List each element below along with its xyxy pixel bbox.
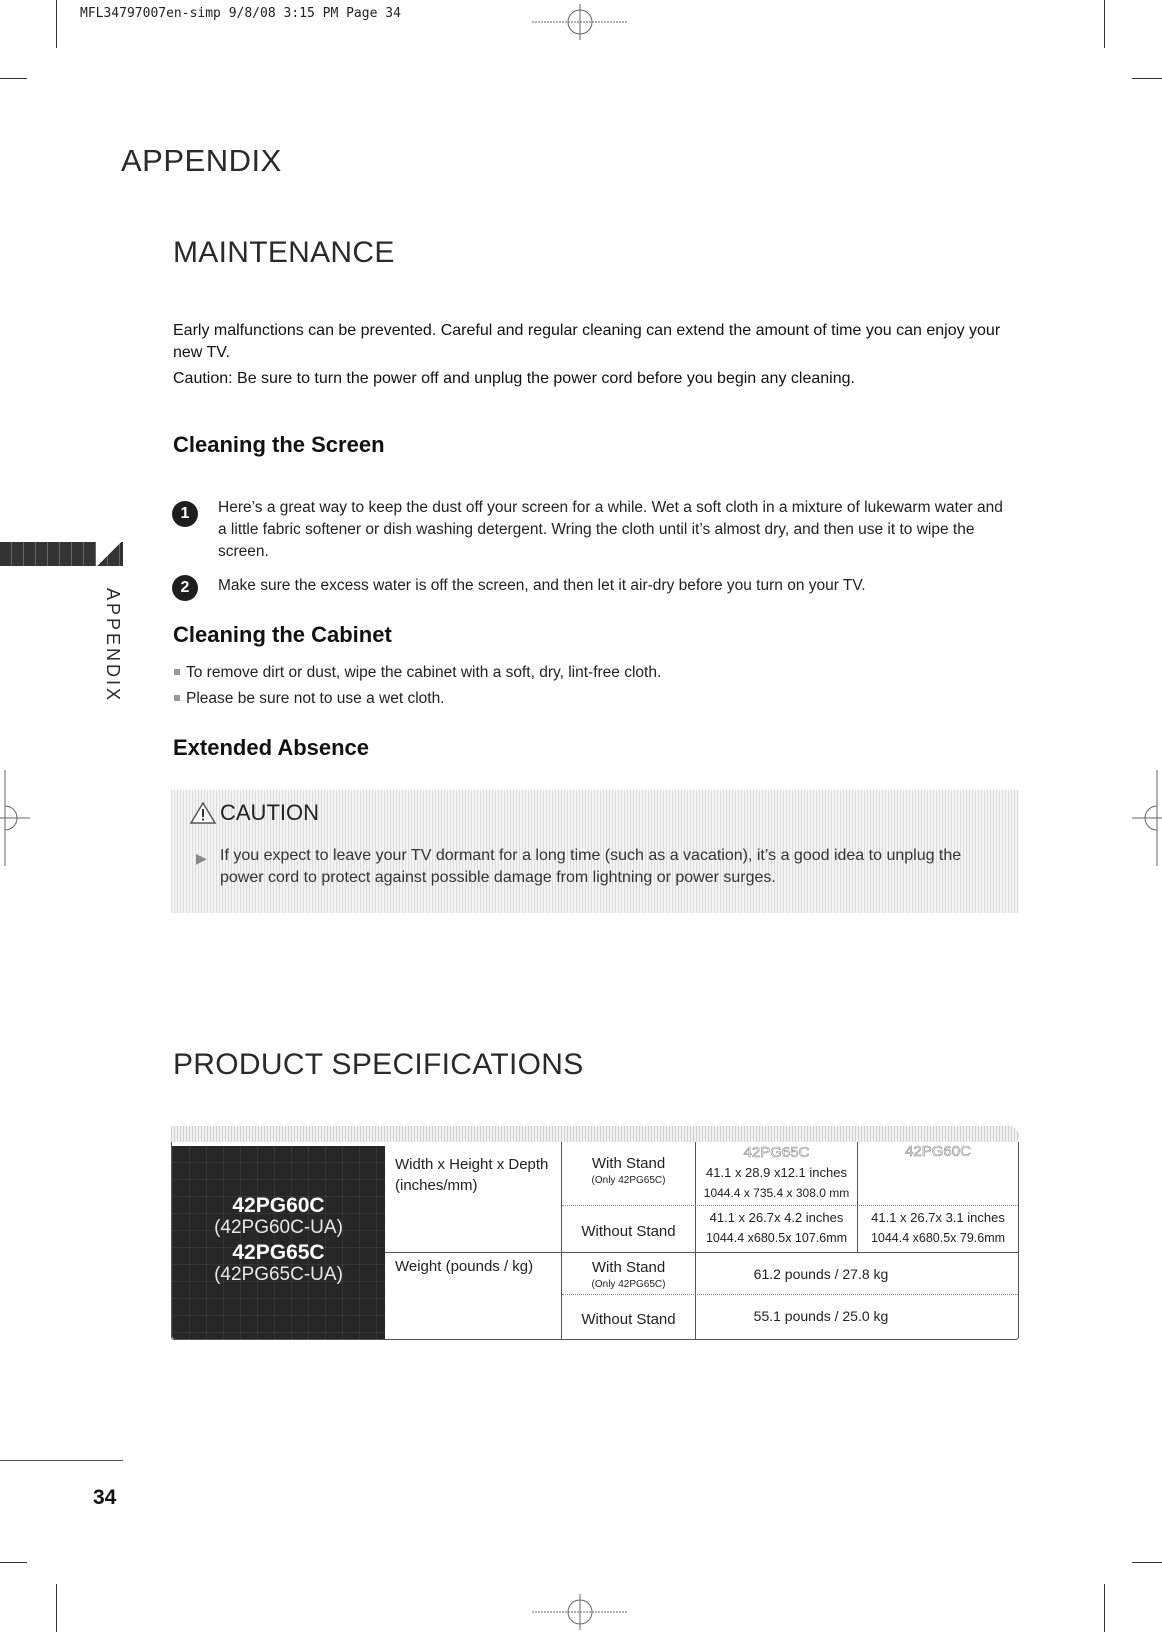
dims-label: Width x Height x Depth (inches/mm) — [395, 1156, 549, 1194]
spec-table-header-band — [171, 1126, 1019, 1142]
step-number-badge: 1 — [172, 501, 198, 527]
with-stand-label: With Stand — [591, 1155, 666, 1172]
model-column-header: 42PG60C — [905, 1143, 971, 1160]
maintenance-intro: Early malfunctions can be prevented. Careful and regular cleaning can extend the amount of time you can enjoy your new TV. — [173, 322, 1001, 361]
cleaning-step — [172, 497, 1012, 563]
caution-message: ▶ If you expect to leave your TV dormant for a long time (such as a vacation), it’s a good idea to unplug the power cord to protect against possible damage from lightning or power surges. — [196, 845, 996, 889]
footer-rule — [0, 1460, 123, 1461]
warning-icon — [190, 802, 216, 824]
with-stand-label: With Stand — [591, 1259, 666, 1276]
without-stand-label: Without Stand — [581, 1223, 676, 1240]
list-item: To remove dirt or dust, wipe the cabinet with a soft, dry, lint-free cloth. — [174, 664, 661, 682]
side-section-label: APPENDIX — [103, 588, 123, 704]
dims-without-stand-mm: 1044.4 x680.5x 79.6mm — [870, 1231, 1006, 1245]
model-code: (42PG65C-UA) — [214, 1264, 343, 1285]
side-tab-corner — [96, 542, 123, 566]
registration-mark-icon — [532, 4, 628, 40]
table-divider — [385, 1252, 1018, 1253]
list-item: Please be sure not to use a wet cloth. — [174, 690, 445, 708]
registration-mark-icon — [0, 770, 30, 866]
step-text: Here’s a great way to keep the dust off your screen for a while. Wet a soft cloth in a mixture of lukewarm water and a little fabric softener or dish washing detergent. Wring the cloth until it’s almost dry, and then use it to wipe the screen. — [218, 499, 1003, 560]
print-slug: MFL34797007en-simp 9/8/08 3:15 PM Page 34 — [80, 6, 401, 21]
bullet-square-icon — [174, 695, 180, 701]
page-number: 34 — [93, 1486, 117, 1509]
crop-mark — [1132, 78, 1162, 79]
without-stand-label: Without Stand — [581, 1311, 676, 1328]
weight-with-stand: 61.2 pounds / 27.8 kg — [753, 1266, 889, 1282]
bullet-square-icon — [174, 669, 180, 675]
weight-label: Weight (pounds / kg) — [395, 1258, 534, 1275]
caution-title: CAUTION — [190, 800, 319, 826]
crop-mark — [0, 78, 27, 79]
specs-title: PRODUCT SPECIFICATIONS — [173, 1048, 584, 1081]
dims-without-stand-mm: 1044.4 x680.5x 107.6mm — [705, 1231, 848, 1245]
weight-without-stand: 55.1 pounds / 25.0 kg — [753, 1308, 889, 1324]
crop-mark — [1104, 1584, 1105, 1632]
page-title: APPENDIX — [121, 143, 282, 178]
cleaning-step — [172, 575, 1012, 601]
dims-with-stand-inches: 41.1 x 28.9 x12.1 inches — [706, 1165, 847, 1180]
table-row-divider — [562, 1205, 1018, 1206]
cleaning-screen-heading: Cleaning the Screen — [173, 432, 385, 457]
maintenance-caution-line: Caution: Be sure to turn the power off and unplug the power cord before you begin any cleaning. — [173, 370, 855, 387]
table-row-divider — [562, 1294, 1018, 1295]
crop-mark — [1104, 0, 1105, 48]
model-name: 42PG60C — [232, 1194, 325, 1217]
model-panel — [172, 1146, 385, 1339]
dims-without-stand-inches: 41.1 x 26.7x 4.2 inches — [709, 1210, 844, 1225]
model-column-header: 42PG65C — [743, 1144, 810, 1161]
crop-mark — [56, 0, 57, 48]
crop-mark — [0, 1562, 27, 1563]
registration-mark-icon — [532, 1594, 628, 1630]
only-model-note: (Only 42PG65C) — [591, 1279, 666, 1290]
registration-mark-icon — [1132, 770, 1162, 866]
dims-without-stand-inches: 41.1 x 26.7x 3.1 inches — [871, 1210, 1005, 1225]
crop-mark — [56, 1584, 57, 1632]
crop-mark — [1132, 1562, 1162, 1563]
dims-with-stand-mm: 1044.4 x 735.4 x 308.0 mm — [703, 1186, 850, 1200]
model-code: (42PG60C-UA) — [214, 1217, 343, 1238]
step-text: Make sure the excess water is off the screen, and then let it air-dry before you turn on your TV. — [218, 577, 866, 594]
extended-absence-heading: Extended Absence — [173, 735, 370, 760]
only-model-note: (Only 42PG65C) — [591, 1175, 666, 1186]
maintenance-title: MAINTENANCE — [173, 236, 395, 269]
step-number-badge: 2 — [172, 575, 198, 601]
arrow-right-icon: ▶ — [196, 850, 207, 866]
cleaning-cabinet-heading: Cleaning the Cabinet — [173, 622, 392, 647]
model-name: 42PG65C — [232, 1241, 325, 1264]
